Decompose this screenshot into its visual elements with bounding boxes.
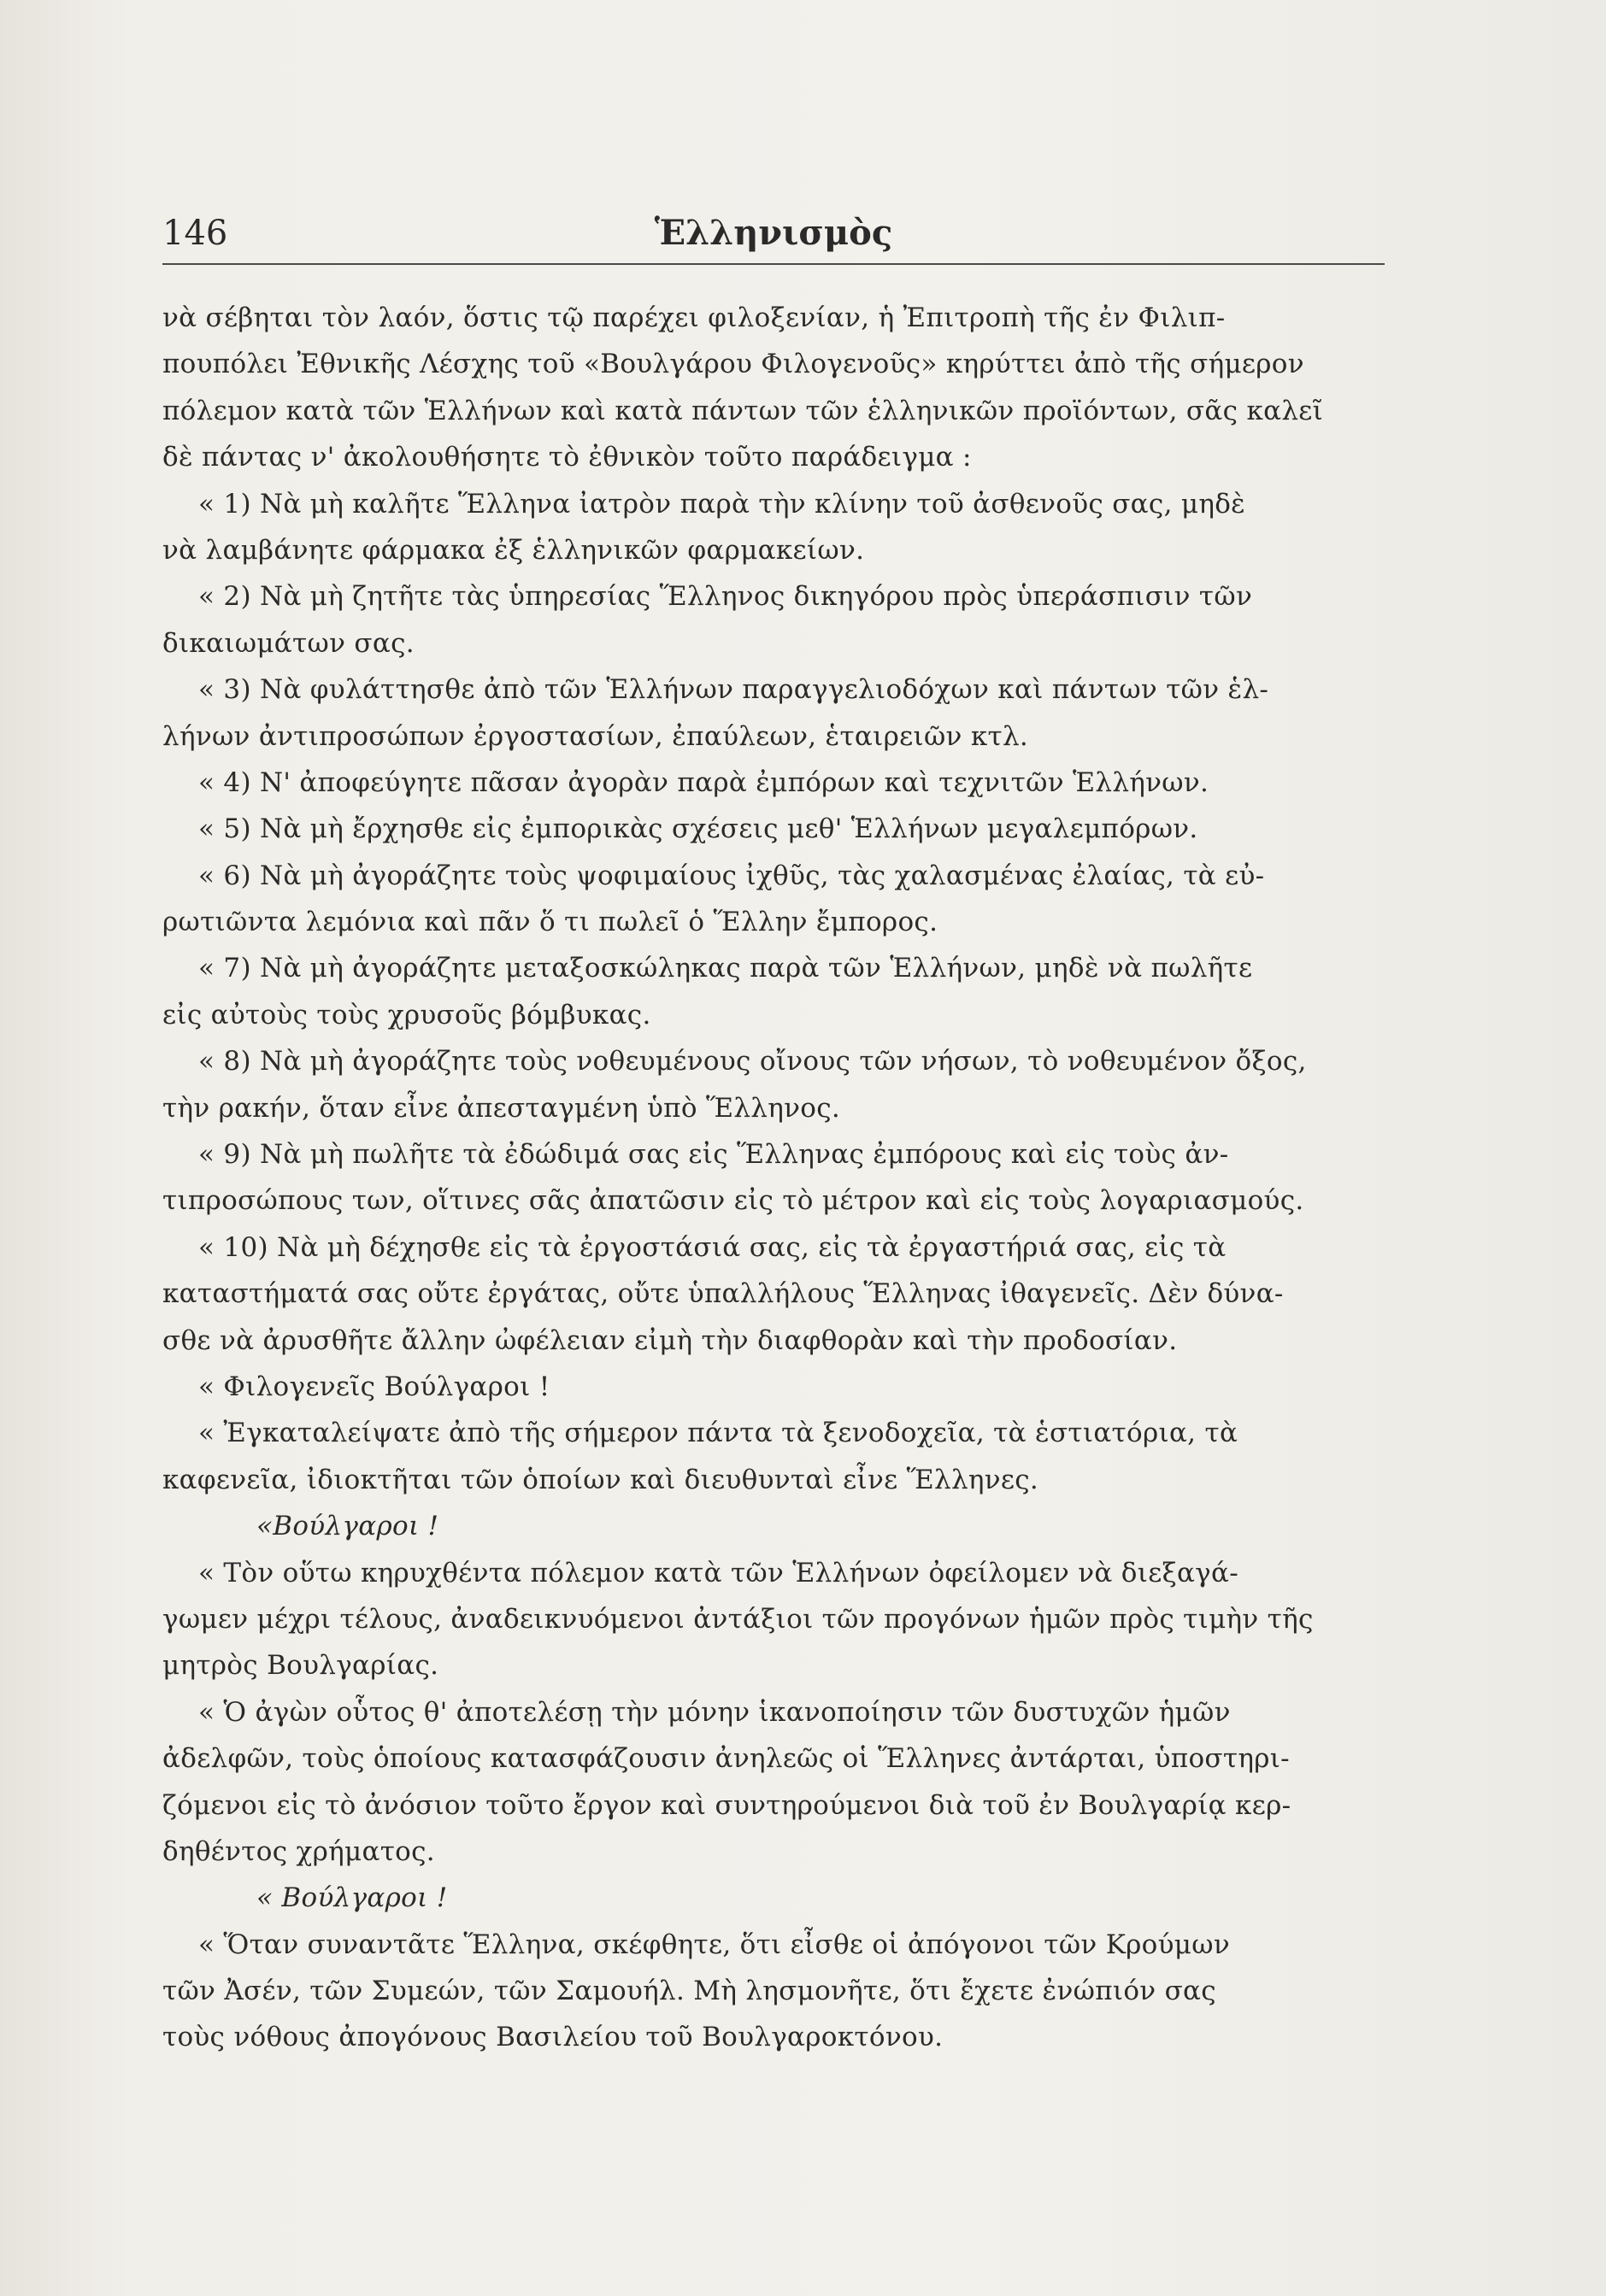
text-line: « Ὁ ἀγὼν οὗτος θ' ἀποτελέσῃ τὴν μόνην ἱκανοποίησιν τῶν δυστυχῶν ἡμῶν: [198, 1696, 1231, 1728]
text-line: «Βούλγαροι !: [256, 1511, 439, 1542]
text-line: τοὺς νόθους ἀπογόνους Βασιλείου τοῦ Βουλγαροκτόνου.: [162, 2022, 944, 2053]
text-line: καφενεῖα, ἰδιοκτῆται τῶν ὁποίων καὶ διευθυνταὶ εἶνε Ἕλληνες.: [162, 1464, 1039, 1495]
text-line: τιπροσώπους των, οἵτινες σᾶς ἀπατῶσιν εἰς τὸ μέτρον καὶ εἰς τοὺς λογαριασμούς.: [162, 1185, 1304, 1217]
text-line: σθε νὰ ἀρυσθῆτε ἄλλην ὠφέλειαν εἰμὴ τὴν διαφθορὰν καὶ τὴν προδοσίαν.: [162, 1324, 1178, 1356]
text-line: γωμεν μέχρι τέλους, ἀναδεικνυόμενοι ἀντάξιοι τῶν προγόνων ἡμῶν πρὸς τιμὴν τῆς: [162, 1603, 1314, 1635]
text-line: « 8) Νὰ μὴ ἀγοράζητε τοὺς νοθευμένους οἴνους τῶν νήσων, τὸ νοθευμένον ὄξος,: [198, 1046, 1307, 1078]
text-line: « 10) Νὰ μὴ δέχησθε εἰς τὰ ἐργοστάσιά σας, εἰς τὰ ἐργαστήριά σας, εἰς τὰ: [198, 1231, 1227, 1263]
text-line: μητρὸς Βουλγαρίας.: [162, 1650, 439, 1682]
text-line: « Φιλογενεῖς Βούλγαροι !: [198, 1371, 550, 1402]
text-line: « Τὸν οὕτω κηρυχθέντα πόλεμον κατὰ τῶν Ἑλλήνων ὀφείλομεν νὰ διεξαγά-: [198, 1557, 1239, 1588]
text-line: « Ἐγκαταλείψατε ἀπὸ τῆς σήμερον πάντα τὰ ξενοδοχεῖα, τὰ ἑστιατόρια, τὰ: [198, 1418, 1238, 1449]
text-line: λήνων ἀντιπροσώπων ἐργοστασίων, ἐπαύλεων, ἑταιρειῶν κτλ.: [162, 720, 1029, 752]
text-line: « 2) Νὰ μὴ ζητῆτε τὰς ὑπηρεσίας Ἕλληνος δικηγόρου πρὸς ὑπεράσπισιν τῶν: [198, 581, 1253, 613]
body-text: [162, 295, 1393, 2061]
text-line: εἰς αὐτοὺς τοὺς χρυσοῦς βόμβυκας.: [162, 999, 651, 1031]
text-line: τὴν ρακήν, ὅταν εἶνε ἀπεσταγμένη ὑπὸ Ἕλληνος.: [162, 1092, 841, 1124]
text-line: πουπόλει Ἐθνικῆς Λέσχης τοῦ «Βουλγάρου Φιλογενοῦς» κηρύττει ἀπὸ τῆς σήμερον: [162, 349, 1304, 380]
page-header: [162, 209, 1385, 261]
running-title: Ἑλληνισμὸς: [654, 213, 893, 253]
text-line: ρωτιῶντα λεμόνια καὶ πᾶν ὅ τι πωλεῖ ὁ Ἕλλην ἔμπορος.: [162, 907, 938, 938]
text-line: « Βούλγαροι !: [256, 1882, 448, 1914]
text-line: ζόμενοι εἰς τὸ ἀνόσιον τοῦτο ἔργον καὶ συντηρούμενοι διὰ τοῦ ἐν Βουλγαρίᾳ κερ-: [162, 1789, 1291, 1821]
text-line: πόλεμον κατὰ τῶν Ἑλλήνων καὶ κατὰ πάντων τῶν ἑλληνικῶν προϊόντων, σᾶς καλεῖ: [162, 395, 1324, 426]
text-line: νὰ λαμβάνητε φάρμακα ἐξ ἑλληνικῶν φαρμακείων.: [162, 534, 865, 566]
text-line: « 7) Νὰ μὴ ἀγοράζητε μεταξοσκώληκας παρὰ τῶν Ἑλλήνων, μηδὲ νὰ πωλῆτε: [198, 953, 1253, 984]
text-line: « 3) Νὰ φυλάττησθε ἀπὸ τῶν Ἑλλήνων παραγγελιοδόχων καὶ πάντων τῶν ἑλ-: [198, 674, 1269, 706]
text-line: « 1) Νὰ μὴ καλῆτε Ἕλληνα ἰατρὸν παρὰ τὴν κλίνην τοῦ ἀσθενοῦς σας, μηδὲ: [198, 488, 1246, 520]
text-line: δικαιωμάτων σας.: [162, 627, 415, 659]
text-line: τῶν Ἀσέν, τῶν Συμεών, τῶν Σαμουήλ. Μὴ λησμονῆτε, ὅτι ἔχετε ἐνώπιόν σας: [162, 1976, 1216, 2007]
text-line: καταστήματά σας οὔτε ἐργάτας, οὔτε ὑπαλλήλους Ἕλληνας ἰθαγενεῖς. Δὲν δύνα-: [162, 1278, 1284, 1310]
text-line: « 5) Νὰ μὴ ἔρχησθε εἰς ἐμπορικὰς σχέσεις μεθ' Ἑλλήνων μεγαλεμπόρων.: [198, 813, 1198, 845]
text-line: ἀδελφῶν, τοὺς ὁποίους κατασφάζουσιν ἀνηλεῶς οἱ Ἕλληνες ἀντάρται, ὑποστηρι-: [162, 1743, 1290, 1775]
text-line: δὲ πάντας ν' ἀκολουθήσητε τὸ ἐθνικὸν τοῦτο παράδειγμα :: [162, 442, 972, 473]
text-line: νὰ σέβηται τὸν λαόν, ὅστις τῷ παρέχει φιλοξενίαν, ἡ Ἐπιτροπὴ τῆς ἐν Φιλιπ-: [162, 302, 1226, 333]
text-line: « 9) Νὰ μὴ πωλῆτε τὰ ἐδώδιμά σας εἰς Ἕλληνας ἐμπόρους καὶ εἰς τοὺς ἀν-: [198, 1139, 1229, 1171]
text-line: δηθέντος χρήματος.: [162, 1835, 435, 1867]
page-number: 146: [162, 214, 228, 253]
header-rule: [162, 263, 1385, 265]
text-line: « 6) Νὰ μὴ ἀγοράζητε τοὺς ψοφιμαίους ἰχθῦς, τὰς χαλασμένας ἐλαίας, τὰ εὐ-: [198, 860, 1265, 891]
text-line: « Ὅταν συναντᾶτε Ἕλληνα, σκέφθητε, ὅτι εἶσθε οἱ ἀπόγονοι τῶν Κρούμων: [198, 1929, 1230, 1960]
text-line: « 4) Ν' ἀποφεύγητε πᾶσαν ἀγορὰν παρὰ ἐμπόρων καὶ τεχνιτῶν Ἑλλήνων.: [198, 766, 1209, 798]
